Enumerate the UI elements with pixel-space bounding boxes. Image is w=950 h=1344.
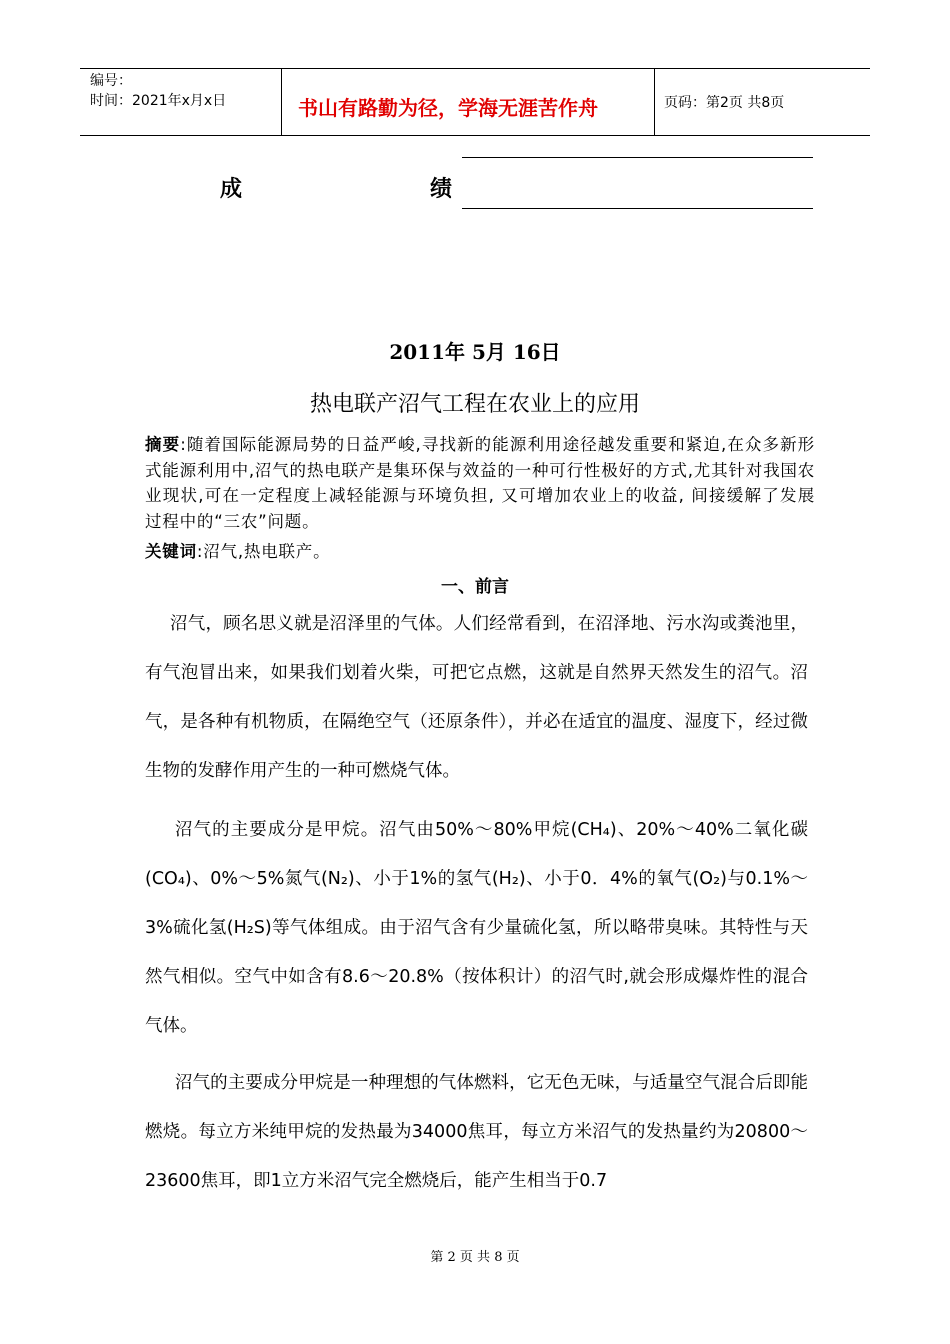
header-bottom-border: [80, 135, 870, 136]
abstract: [145, 432, 815, 534]
body-paragraph-1: 沼气，顾名思义就是沼泽里的气体。人们经常看到，在沼泽地、污水沟或粪池里，有气泡冒出来，如果我们划着火柴，可把它点燃，这就是自然界天然发生的沼气。沼气，是各种有机物质，在隔绝空气（还原条件），并必在适宜的温度、湿度下，经过微生物的发酵作用产生的一种可燃烧气体。: [145, 614, 808, 781]
keywords: [145, 538, 330, 562]
header-divider-right: [654, 68, 655, 136]
score-label-char-1: 成: [220, 177, 243, 202]
body-paragraph-2: 沼气的主要成分是甲烷。沼气由50%～80%甲烷(CH₄)、20%～40%二氧化碳(CO₄)、0%～5%氮气(N₂)、小于1%的氢气(H₂)、小于0．4%的氧气(O₂)与0.1%～3%硫化氢(H₂S)等气体组成。由于沼气含有少量硫化氢，所以略带臭味。其特性与天然气相似。空气中如含有8.6～20.8%（按体积计）的沼气时,就会形成爆炸性的混合气体。: [145, 820, 808, 1036]
document-date: 2011年 5月 16日: [389, 340, 561, 364]
keywords-text: :沼气,热电联产。: [196, 542, 331, 561]
header-top-border: [80, 68, 870, 69]
body-paragraph-3: 沼气的主要成分甲烷是一种理想的气体燃料，它无色无味，与适量空气混合后即能燃烧。每立方米纯甲烷的发热最为34000焦耳，每立方米沼气的发热量约为20800～23600焦耳，即1立方米沼气完全燃烧后，能产生相当于0.7: [145, 1073, 808, 1191]
header-page-code: 页码：第2页 共8页: [664, 95, 785, 111]
header-number-label: 编号：: [90, 73, 132, 89]
keywords-label: 关键词: [145, 542, 197, 561]
score-line-top: [462, 157, 813, 158]
document-title: 热电联产沼气工程在农业上的应用: [309, 392, 640, 417]
header-motto: 书山有路勤为径，学海无涯苦作舟: [298, 96, 598, 120]
page-footer: 第 2 页 共 8 页: [430, 1250, 520, 1265]
header-divider-left: [281, 68, 282, 136]
header-time-label: 时间：2021年x月x日: [90, 93, 227, 109]
score-line-bottom: [462, 208, 813, 209]
score-label-char-2: 绩: [430, 177, 453, 202]
abstract-label: 摘要: [145, 435, 181, 454]
section-heading: 一、前言: [441, 577, 509, 597]
abstract-text: :随着国际能源局势的日益严峻,寻找新的能源利用途径越发重要和紧迫,在众多新形式能源利用中,沼气的热电联产是集环保与效益的一种可行性极好的方式,尤其针对我国农业现状,可在一定程度上减轻能源与环境负担, 又可增加农业上的收益, 间接缓解了发展过程中的“三农”问题。: [145, 435, 815, 531]
